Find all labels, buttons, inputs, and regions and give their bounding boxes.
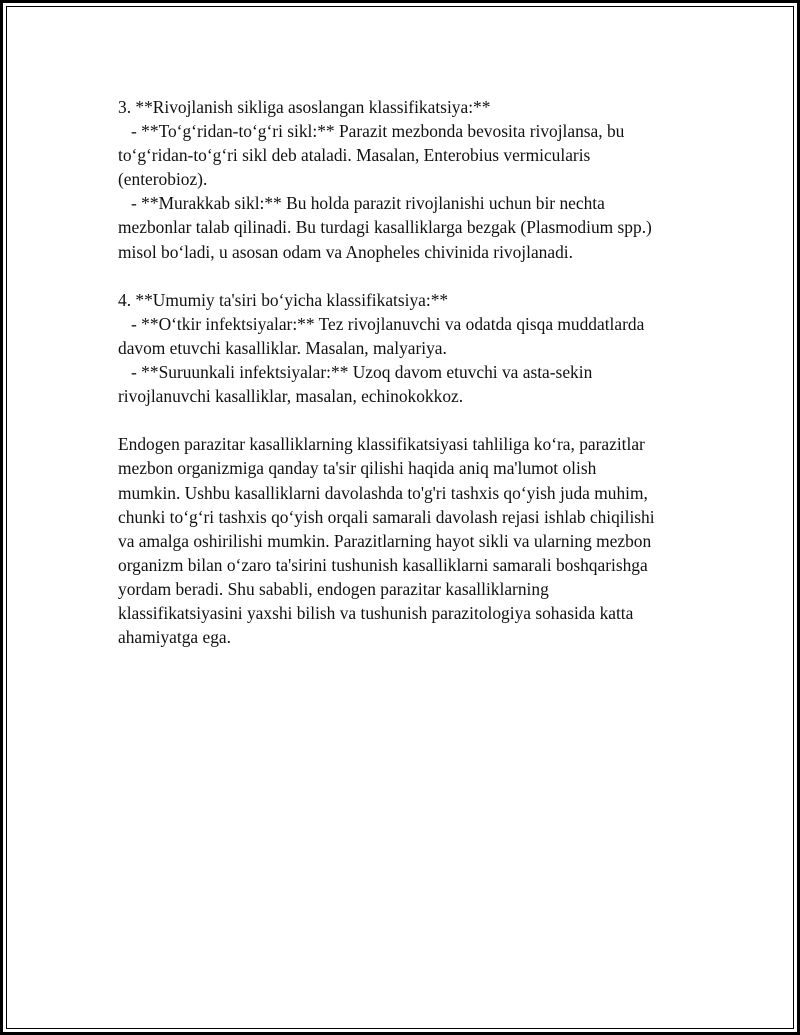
conclusion-line: klassifikatsiyasini yaxshi bilish va tushunish parazitologiya sohasida katta <box>118 602 634 623</box>
conclusion-line: chunki to‘g‘ri tashxis qo‘yish orqali samarali davolash rejasi ishlab chiqilishi <box>118 506 655 527</box>
section-4 <box>118 288 718 408</box>
conclusion-line: yordam beradi. Shu sababli, endogen parazitar kasalliklarning <box>118 578 549 599</box>
conclusion-line: Endogen parazitar kasalliklarning klassifikatsiyasi tahliliga ko‘ra, parazitlar <box>118 434 645 455</box>
conclusion-line: mumkin. Ushbu kasalliklarni davolashda to'g'ri tashxis qo‘yish juda muhim, <box>118 482 648 503</box>
section-3-line: (enterobioz). <box>118 169 208 190</box>
conclusion-line: ahamiyatga ega. <box>118 627 231 648</box>
section-3 <box>118 95 718 264</box>
conclusion-line: organizm bilan o‘zaro ta'sirini tushunish kasalliklarni samarali boshqarishga <box>118 554 648 575</box>
conclusion-line: mezbon organizmiga qanday ta'sir qilishi haqida aniq ma'lumot olish <box>118 458 597 479</box>
conclusion-paragraph <box>118 432 718 649</box>
conclusion-line: va amalga oshirilishi mumkin. Parazitlarning hayot sikli va ularning mezbon <box>118 530 652 551</box>
section-4-line: davom etuvchi kasalliklar. Masalan, malyariya. <box>118 337 447 358</box>
section-4-line: rivojlanuvchi kasalliklar, masalan, echinokokkoz. <box>118 386 464 407</box>
section-3-heading: 3. **Rivojlanish sikliga asoslangan klassifikatsiya:** <box>118 97 491 117</box>
section-3-line: mezbonlar talab qilinadi. Bu turdagi kasalliklarga bezgak (Plasmodium spp.) <box>118 217 652 238</box>
section-3-line: misol bo‘ladi, u asosan odam va Anopheles chivinida rivojlanadi. <box>118 241 573 262</box>
section-4-line: - **Suruunkali infektsiyalar:** Uzoq davom etuvchi va asta-sekin <box>118 362 593 383</box>
section-3-line: - **Murakkab sikl:** Bu holda parazit rivojlanishi uchun bir nechta <box>118 193 605 214</box>
section-3-line: to‘g‘ridan-to‘g‘ri sikl deb ataladi. Masalan, Enterobius vermicularis <box>118 145 591 166</box>
section-3-line: - **To‘g‘ridan-to‘g‘ri sikl:** Parazit mezbonda bevosita rivojlansa, bu <box>118 121 625 142</box>
section-4-heading: 4. **Umumiy ta'siri bo‘yicha klassifikatsiya:** <box>118 289 449 310</box>
section-4-line: - **O‘tkir infektsiyalar:** Tez rivojlanuvchi va odatda qisqa muddatlarda <box>118 313 645 334</box>
document-body <box>118 95 718 673</box>
